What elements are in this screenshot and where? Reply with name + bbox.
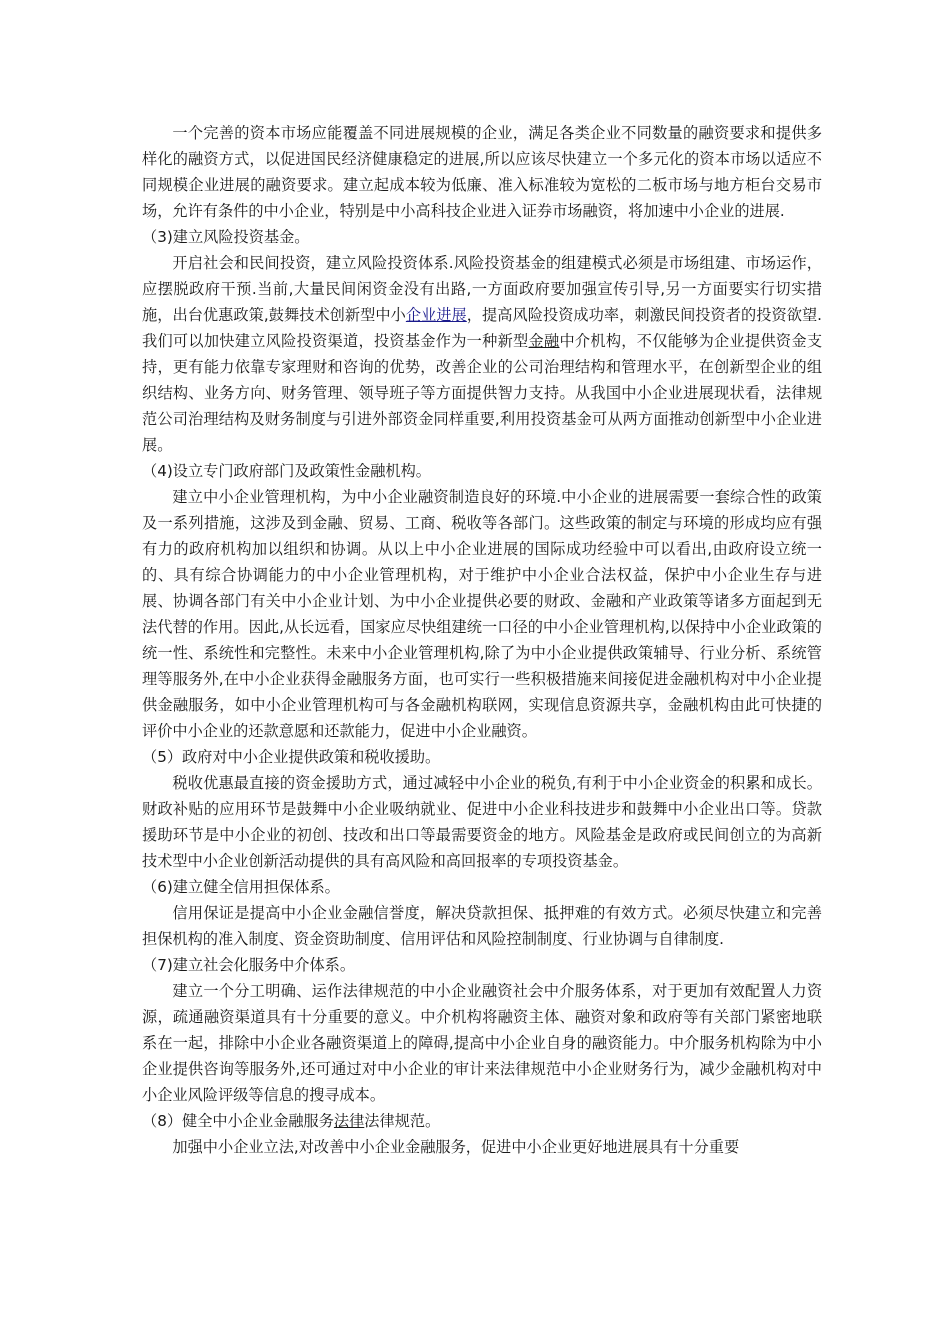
heading-text: （8）健全中小企业金融服务 — [142, 1112, 334, 1130]
paragraph-government-agency: 建立中小企业管理机构，为中小企业融资制造良好的环境.中小企业的进展需要一套综合性的政策及一系列措施，这涉及到金融、贸易、工商、税收等各部门。这些政策的制定与环境的形成均应有强有力的政府机构加以组织和协调。从以上中小企业进展的国际成功经验中可以看出,由政府设立统一的、具有综合协调能力的中小企业管理机构，对于维护中小企业合法权益，保护中小企业生存与进展、协调各部门有关中小企业计划、为中小企业提供必要的财政、金融和产业政策等诸多方面起到无法代替的作用。因此,从长远看，国家应尽快组建统一口径的中小企业管理机构,以保持中小企业政策的统一性、系统性和完整性。未来中小企业管理机构,除了为中小企业提供政策辅导、行业分析、系统管理等服务外,在中小企业获得金融服务方面，也可实行一些积极措施来间接促进金融机构对中小企业提供金融服务，如中小企业管理机构可与各金融机构联网，实现信息资源共享，金融机构由此可快捷的评价中小企业的还款意愿和还款能力，促进中小企业融资。 — [142, 488, 822, 740]
section-heading-5: （5）政府对中小企业提供政策和税收援助。 — [142, 748, 441, 766]
section-heading-3: （3)建立风险投资基金。 — [142, 228, 310, 246]
section-heading-8 — [142, 1108, 822, 1134]
paragraph-venture-fund — [142, 250, 822, 458]
section-heading-4: （4)设立专门政府部门及政策性金融机构。 — [142, 462, 431, 480]
paragraph-credit-guarantee: 信用保证是提高中小企业金融信誉度，解决贷款担保、抵押难的有效方式。必须尽快建立和完善担保机构的准入制度、资金资助制度、信用评估和风险控制制度、行业协调与自律制度. — [142, 904, 822, 948]
paragraph-text: ，提高风险投资成功率，刺激民间投资者的投资欲望.我们可以加快建立风险投资渠道，投资基金作为一种新型 — [142, 306, 823, 350]
paragraph-legislation: 加强中小企业立法,对改善中小企业金融服务，促进中小企业更好地进展具有十分重要 — [172, 1138, 740, 1156]
heading-text: 法律规范。 — [364, 1112, 441, 1130]
document-page — [142, 120, 822, 1160]
section-heading-7: （7)建立社会化服务中介体系。 — [142, 956, 356, 974]
law-link[interactable]: 法律 — [333, 1112, 365, 1130]
paragraph-capital-market: 一个完善的资本市场应能覆盖不同进展规模的企业，满足各类企业不同数量的融资要求和提供多样化的融资方式，以促进国民经济健康稳定的进展,所以应该尽快建立一个多元化的资本市场以适应不同规模企业进展的融资要求。建立起成本较为低廉、准入标准较为宽松的二板市场与地方柜台交易市场，允许有条件的中小企业，特别是中小高科技企业进入证券市场融资，将加速中小企业的进展. — [142, 124, 822, 220]
paragraph-intermediary-services: 建立一个分工明确、运作法律规范的中小企业融资社会中介服务体系，对于更加有效配置人力资源，疏通融资渠道具有十分重要的意义。中介机构将融资主体、融资对象和政府等有关部门紧密地联系在一起，排除中小企业各融资渠道上的障碍,提高中小企业自身的融资能力。中介服务机构除为中小企业提供咨询等服务外,还可通过对中小企业的审计来法律规范中小企业财务行为，减少金融机构对中小企业风险评级等信息的搜寻成本。 — [142, 982, 822, 1104]
paragraph-tax-support: 税收优惠最直接的资金援助方式，通过减轻中小企业的税负,有利于中小企业资金的积累和成长。财政补贴的应用环节是鼓舞中小企业吸纳就业、促进中小企业科技进步和鼓舞中小企业出口等。贷款援助环节是中小企业的初创、技改和出口等最需要资金的地方。风险基金是政府或民间创立的为高新技术型中小企业创新活动提供的具有高风险和高回报率的专项投资基金。 — [142, 774, 822, 870]
enterprise-development-link[interactable]: 企业进展 — [405, 306, 467, 324]
paragraph-text: 开启社会和民间投资，建立风险投资体系.风险投资基金的组建模式必须是市场组建、市场运作，应摆脱政府干预.当前,大量民间闲资金没有出路,一方面政府要加强宣传引导,另一方面要实行切实措施，出台优惠政策,鼓舞技术创新型中小 — [142, 254, 822, 324]
paragraph-text: 中介机构，不仅能够为企业提供资金支持，更有能力依靠专家理财和咨询的优势，改善企业的公司治理结构和管理水平，在创新型企业的组织结构、业务方向、财务管理、领导班子等方面提供智力支持。从我国中小企业进展现状看，法律规范公司治理结构及财务制度与引进外部资金同样重要,利用投资基金可从两方面推动创新型中小企业进展。 — [142, 332, 823, 454]
section-heading-6: （6)建立健全信用担保体系。 — [142, 878, 340, 896]
finance-link[interactable]: 金融 — [528, 332, 560, 350]
